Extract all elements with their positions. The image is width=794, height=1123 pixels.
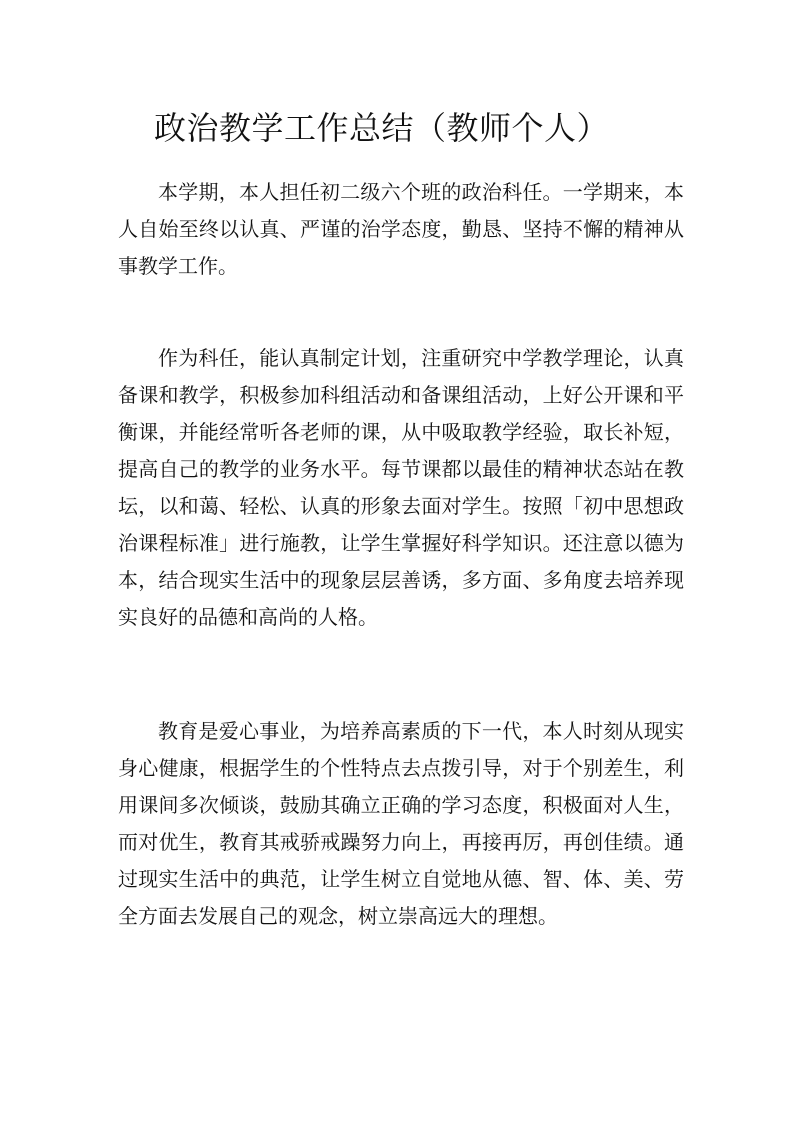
document-title: 政治教学工作总结（教师个人） [154,109,610,147]
paragraph-moral-education: 教育是爱心事业，为培养高素质的下一代，本人时刻从现实身心健康，根据学生的个性特点去点拨引导，对于个别差生，利用课间多次倾谈，鼓励其确立正确的学习态度，积极面对人生，而对优生，教育其戒骄戒躁努力向上，再接再厉，再创佳绩。通过现实生活中的典范，让学生树立自觉地从德、智、体、美、劳全方面去发展自己的观念，树立崇高远大的理想。 [118,719,684,928]
paragraph-intro: 本学期，本人担任初二级六个班的政治科任。一学期来，本人自始至终以认真、严谨的治学态度，勤恳、坚持不懈的精神从事教学工作。 [118,180,684,278]
paragraph-teaching-work: 作为科任，能认真制定计划，注重研究中学教学理论，认真备课和教学，积极参加科组活动和备课组活动，上好公开课和平衡课，并能经常听各老师的课，从中吸取教学经验，取长补短，提高自己的教学的业务水平。每节课都以最佳的精神状态站在教坛，以和蔼、轻松、认真的形象去面对学生。按照「初中思想政治课程标准」进行施教，让学生掌握好科学知识。还注意以德为本，结合现实生活中的现象层层善诱，多方面、多角度去培养现实良好的品德和高尚的人格。 [118,346,684,629]
